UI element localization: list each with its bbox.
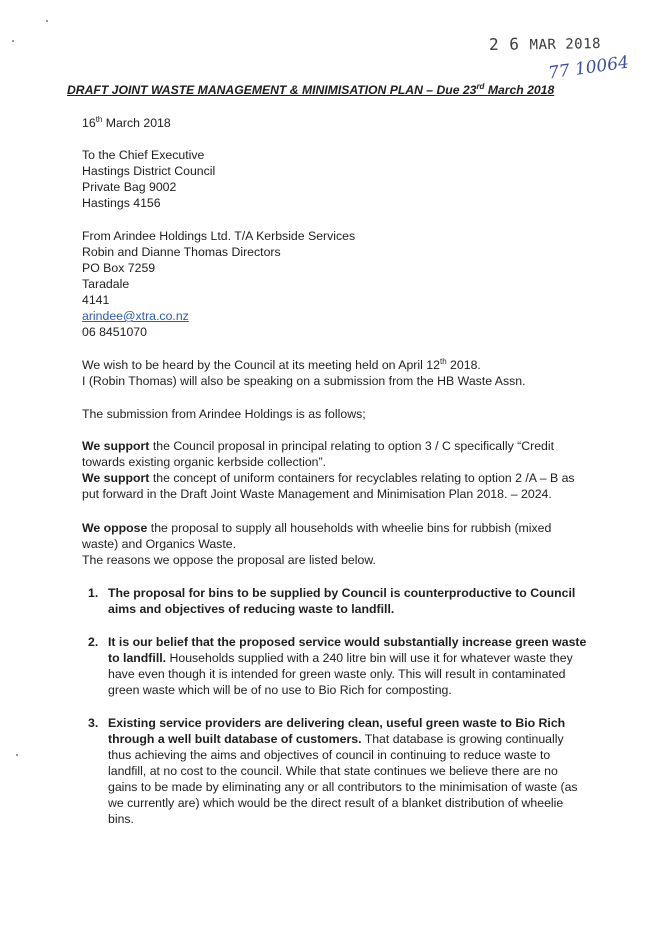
scan-speck [12, 40, 14, 42]
document-page: 2 6 MAR 2018 77 10064 DRAFT JOINT WASTE MANAGEMENT & MINIMISATION PLAN – Due 23rd March 2018 16th March 2018 To the Chief Executive Hastings District Council Private Bag 9002 Hastings 4156 From Arindee Holdings Ltd. T/A Kerbside Services Robin and Dianne Thomas Directors PO Box 7259 Taradale 4141 arindee@xtra.co.nz 06 8451070 We wish to be heard by the Council at its meeting held on April 12th 2018. I (Robin Thomas) will also be speaking on a submission from the HB Waste Assn. The submission from Arindee Holdings is as follows; We support the Council proposal in principal relating to option 3 / C specifically “Credit towards existing organic kerbside collection”. We support the concept of uniform containers for recyclables relating to option 2 /A – B as put forward in the Draft Joint Waste Management and Minimisation Plan 2018. – 2024. We oppose the proposal to supply all households with wheelie bins for rubbish (mixed waste) and Organics Waste. The reasons we oppose the proposal are listed below. 1. The proposal for bins to be supplied by Council is counterproductive to Council aims and objectives of reducing waste to landfill. 2. It is our belief that the proposed service would substantially increase green waste to landfill. Households supplied with a 240 litre bin will use it for whatever waste they have even though it is intended for green waste only. This will result in contaminated green waste which will be of no use to Bio Rich for composting. 3. Existing service providers are delivering clean, useful green waste to Bio Rich through a well built database of customers. That database is growing continually thus achieving the aims and objectives of council in continuing to reduce waste to landfill, at no cost to the council. While that state continues we believe there are no gains to be made by eliminating any or all contributors to the minimisation of waste (as we currently are) which would be the direct result of a blanket distribution of wheelie bins. [0, 0, 656, 929]
submission-intro: The submission from Arindee Holdings is as follows; [82, 407, 366, 421]
received-date-stamp: 2 6 MAR 2018 [488, 34, 602, 54]
address-line: 4141 [82, 293, 110, 307]
oppose-statement: We oppose the proposal to supply all households with wheelie bins for rubbish (mixed waste) and Organics Waste. The reasons we oppose the proposal are listed below. [82, 521, 552, 567]
address-line: Hastings District Council [82, 164, 216, 178]
recipient-address [82, 147, 215, 211]
address-line: Private Bag 9002 [82, 180, 177, 194]
address-line: Robin and Dianne Thomas Directors [82, 245, 281, 259]
phone-number: 06 8451070 [82, 325, 147, 339]
scan-speck [46, 20, 48, 22]
address-line: Taradale [82, 277, 130, 291]
sender-address [82, 228, 355, 340]
address-line: PO Box 7259 [82, 261, 156, 275]
address-line: Hastings 4156 [82, 196, 161, 210]
document-title: DRAFT JOINT WASTE MANAGEMENT & MINIMISATION PLAN – Due 23rd March 2018 [67, 81, 555, 97]
handwritten-file-reference: 77 10064 [547, 52, 631, 84]
support-paragraph: We support the Council proposal in principal relating to option 3 / C specifically “Credit towards existing organic kerbside collection”. [82, 439, 555, 469]
address-line: From Arindee Holdings Ltd. T/A Kerbside Services [82, 229, 356, 243]
support-paragraph: We support the concept of uniform containers for recyclables relating to option 2 /A – B as put forward in the Draft Joint Waste Management and Minimisation Plan 2018. – 2024. [82, 471, 575, 501]
support-statements [82, 438, 582, 502]
address-line: To the Chief Executive [82, 148, 205, 162]
scan-speck [16, 754, 18, 756]
hearing-request: We wish to be heard by the Council at its meeting held on April 12th 2018. I (Robin Thomas) will also be speaking on a submission from the HB Waste Assn. [82, 356, 526, 388]
letter-date: 16th March 2018 [82, 114, 171, 130]
email-link[interactable]: arindee@xtra.co.nz [82, 309, 189, 323]
